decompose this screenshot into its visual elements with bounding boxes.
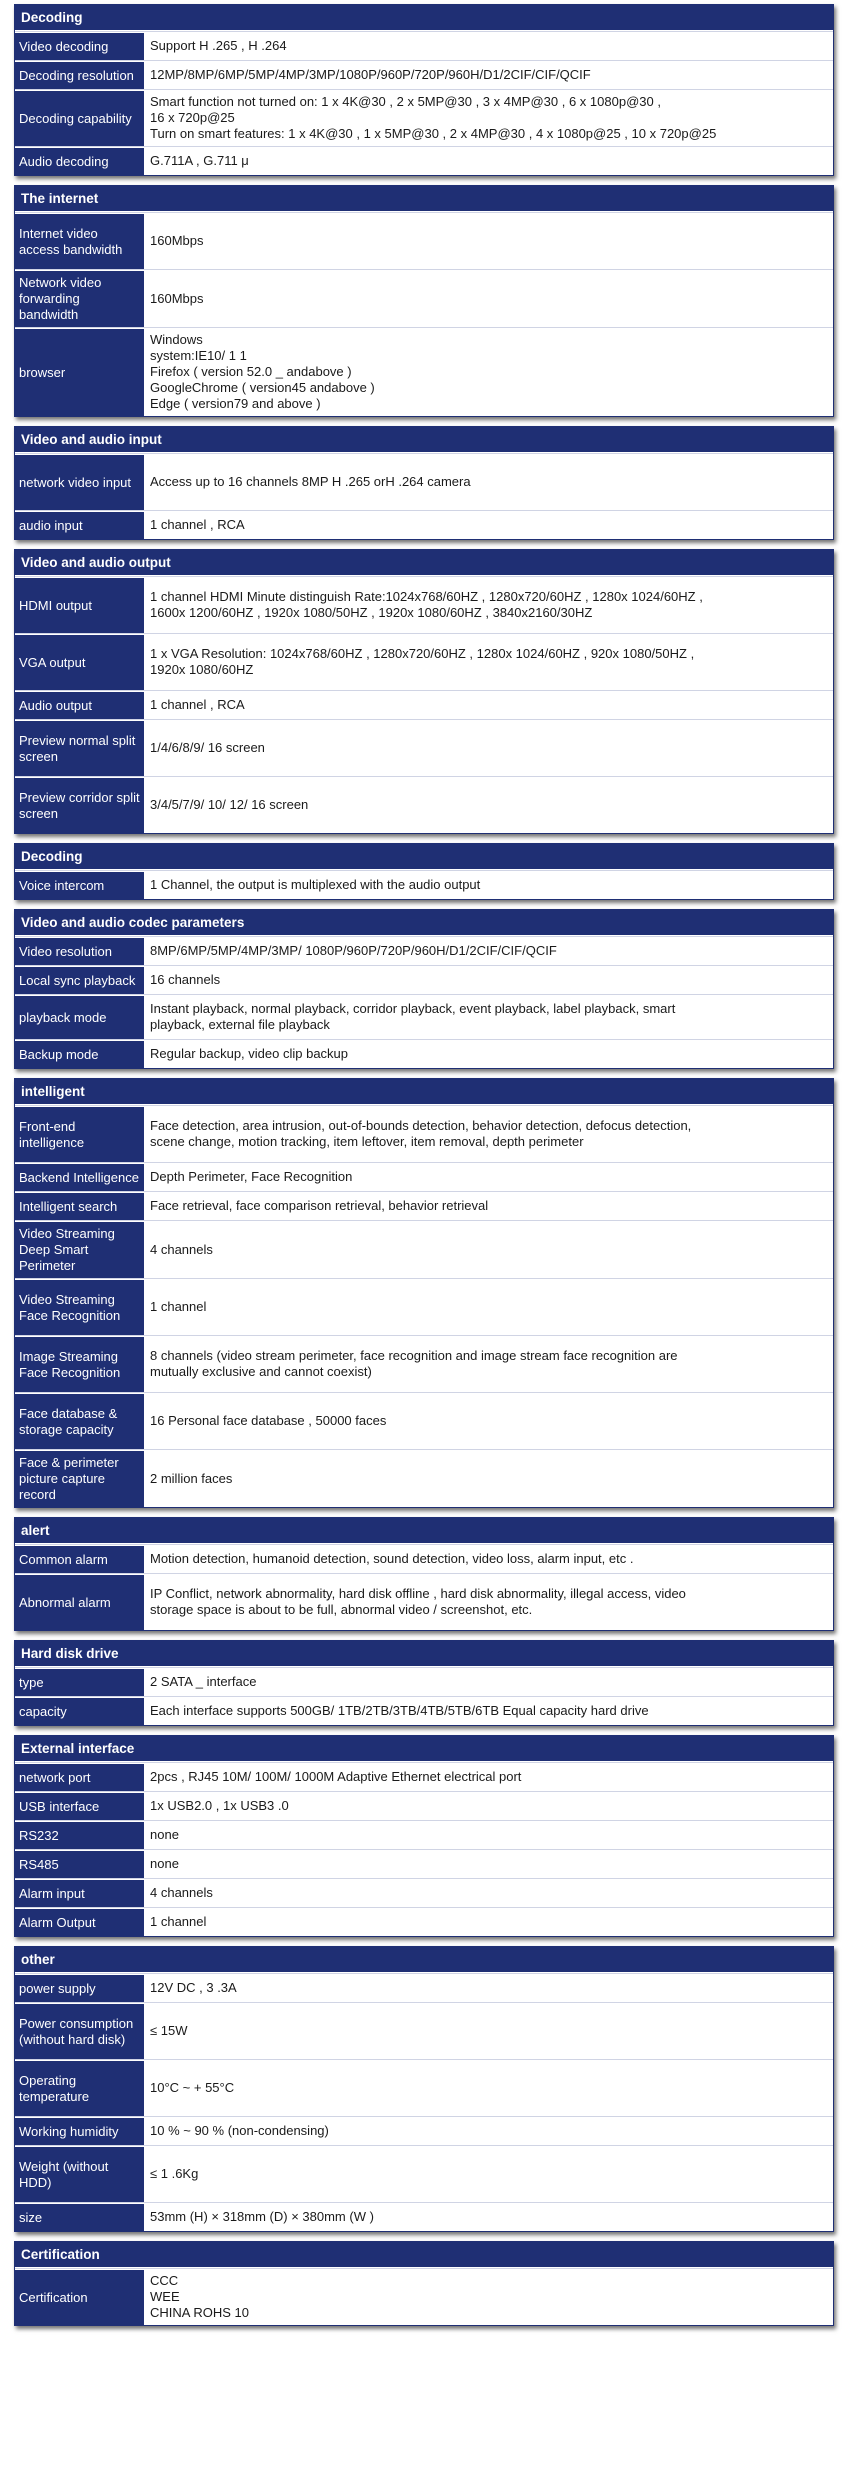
spec-row-alarm-output (15, 1907, 833, 1936)
spec-value-line: 1 channel (150, 1914, 207, 1929)
spec-section-decoding (14, 843, 834, 900)
spec-value (144, 147, 833, 175)
spec-label: Internet video access bandwidth (15, 213, 144, 269)
spec-value-lines (150, 2023, 187, 2039)
spec-value (144, 1106, 833, 1162)
spec-label: Abnormal alarm (15, 1574, 144, 1630)
spec-value-lines (150, 1169, 352, 1185)
spec-value-lines (150, 1348, 678, 1380)
spec-value-lines (150, 291, 203, 307)
spec-value-line: 53mm (H) × 318mm (D) × 380mm (W ) (150, 2209, 374, 2224)
spec-label: power supply (15, 1974, 144, 2002)
spec-value (144, 1450, 833, 1507)
spec-row-internet-video-access-bandwidth (15, 212, 833, 269)
spec-label: Image Streaming Face Recognition (15, 1336, 144, 1392)
spec-value (144, 1336, 833, 1392)
section-title: Hard disk drive (15, 1641, 833, 1667)
spec-value-lines (150, 332, 375, 412)
spec-row-video-streaming-deep-smart-perimeter (15, 1220, 833, 1278)
spec-value (144, 966, 833, 994)
spec-value-lines (150, 2080, 234, 2096)
section-title: other (15, 1947, 833, 1973)
spec-value (144, 995, 833, 1039)
spec-value (144, 777, 833, 833)
spec-label: Face & perimeter picture capture record (15, 1450, 144, 1507)
spec-label: Preview corridor split screen (15, 777, 144, 833)
spec-row-intelligent-search (15, 1191, 833, 1220)
spec-label: Power consumption (without hard disk) (15, 2003, 144, 2059)
spec-row-browser (15, 327, 833, 416)
spec-value (144, 2269, 833, 2325)
spec-value-line: 1x USB2.0 , 1x USB3 .0 (150, 1798, 289, 1813)
spec-value-line: storage space is about to be full, abnormal video / screenshot, etc. (150, 1602, 533, 1617)
spec-value (144, 1850, 833, 1878)
spec-value-lines (150, 1242, 213, 1258)
spec-value-line: Support H .265 , H .264 (150, 38, 287, 53)
spec-value (144, 270, 833, 327)
spec-row-certification (15, 2268, 833, 2325)
spec-value (144, 2203, 833, 2231)
spec-value-line: 2pcs , RJ45 10M/ 100M/ 1000M Adaptive Ethernet electrical port (150, 1769, 522, 1784)
spec-label: Certification (15, 2269, 144, 2325)
spec-row-video-streaming-face-recognition (15, 1278, 833, 1335)
spec-value (144, 720, 833, 776)
section-title: Decoding (15, 5, 833, 31)
spec-value-lines (150, 2273, 249, 2321)
spec-value-line: 1 x VGA Resolution: 1024x768/60HZ , 1280x720/60HZ , 1280x 1024/60HZ , 920x 1080/50HZ , (150, 646, 695, 661)
spec-value-line: 1/4/6/8/9/ 16 screen (150, 740, 265, 755)
spec-value (144, 1574, 833, 1630)
spec-value (144, 61, 833, 89)
spec-section-hard-disk-drive (14, 1640, 834, 1726)
spec-label: VGA output (15, 634, 144, 690)
spec-row-common-alarm (15, 1544, 833, 1573)
spec-label: Decoding resolution (15, 61, 144, 89)
spec-label: network video input (15, 454, 144, 510)
spec-row-power-consumption-without-hard-disk (15, 2002, 833, 2059)
spec-section-decoding (14, 4, 834, 176)
spec-value-line: 16 Personal face database , 50000 faces (150, 1413, 387, 1428)
spec-value (144, 871, 833, 899)
spec-label: Local sync playback (15, 966, 144, 994)
spec-row-audio-output (15, 690, 833, 719)
spec-value (144, 691, 833, 719)
spec-value-lines (150, 2209, 374, 2225)
spec-row-network-port (15, 1762, 833, 1791)
spec-value-lines (150, 1856, 179, 1872)
spec-row-type (15, 1667, 833, 1696)
spec-value-line: 10°C ~ + 55°C (150, 2080, 235, 2095)
spec-value-line: Instant playback, normal playback, corridor playback, event playback, label playback, smart (150, 1001, 676, 1016)
spec-value-lines (150, 1798, 289, 1814)
spec-value-lines (150, 1299, 206, 1315)
spec-sheet (14, 4, 834, 2335)
spec-row-preview-corridor-split-screen (15, 776, 833, 833)
spec-row-backend-intelligence (15, 1162, 833, 1191)
spec-value-line: 160Mbps (150, 233, 204, 248)
spec-value-lines (150, 1769, 521, 1785)
spec-row-video-resolution (15, 936, 833, 965)
spec-row-backup-mode (15, 1039, 833, 1068)
spec-value-line: Regular backup, video clip backup (150, 1046, 349, 1061)
spec-label: browser (15, 328, 144, 416)
section-title: alert (15, 1518, 833, 1544)
spec-label: Network video forwarding bandwidth (15, 270, 144, 327)
spec-value-line: Face detection, area intrusion, out-of-bounds detection, behavior detection, defocus detection, (150, 1118, 692, 1133)
spec-value (144, 32, 833, 60)
spec-value-lines (150, 589, 703, 621)
spec-row-working-humidity (15, 2116, 833, 2145)
spec-value-line: Windows (150, 332, 203, 347)
section-title: Video and audio input (15, 427, 833, 453)
section-title: Video and audio codec parameters (15, 910, 833, 936)
spec-value-lines (150, 1914, 206, 1930)
spec-label: size (15, 2203, 144, 2231)
spec-row-power-supply (15, 1973, 833, 2002)
spec-value-lines (150, 972, 220, 988)
spec-value-line: 160Mbps (150, 290, 204, 306)
spec-label: Front-end intelligence (15, 1106, 144, 1162)
spec-value-lines (150, 1413, 386, 1429)
spec-value (144, 1221, 833, 1278)
spec-value-line: Motion detection, humanoid detection, sound detection, video loss, alarm input, etc . (150, 1551, 634, 1566)
spec-value-lines (150, 943, 557, 959)
spec-value-line: 2 SATA _ interface (150, 1674, 257, 1689)
spec-row-network-video-input (15, 453, 833, 510)
spec-label: Working humidity (15, 2117, 144, 2145)
spec-label: Common alarm (15, 1545, 144, 1573)
spec-section-other (14, 1946, 834, 2232)
spec-value-line: Turn on smart features: 1 x 4K@30 , 1 x 5MP@30 , 2 x 4MP@30 , 4 x 1080p@25 , 10 x 720p@25 (150, 126, 717, 141)
spec-value (144, 1879, 833, 1907)
spec-value (144, 213, 833, 269)
spec-value (144, 1792, 833, 1820)
spec-value (144, 1974, 833, 2002)
spec-value-lines (150, 1703, 649, 1719)
spec-section-external-interface (14, 1735, 834, 1937)
spec-value (144, 511, 833, 539)
spec-row-abnormal-alarm (15, 1573, 833, 1630)
spec-value (144, 1192, 833, 1220)
spec-value-line: none (150, 1827, 179, 1842)
spec-value (144, 1545, 833, 1573)
spec-value (144, 90, 833, 146)
spec-label: audio input (15, 511, 144, 539)
spec-value-line: mutually exclusive and cannot coexist) (150, 1364, 372, 1379)
spec-row-image-streaming-face-recognition (15, 1335, 833, 1392)
spec-label: Backend Intelligence (15, 1163, 144, 1191)
spec-value (144, 937, 833, 965)
spec-section-intelligent (14, 1078, 834, 1508)
spec-value-line: 8 channels (video stream perimeter, face recognition and image stream face recognition are (150, 1348, 678, 1363)
spec-section-video-and-audio-codec-parameters (14, 909, 834, 1069)
spec-section-video-and-audio-output (14, 549, 834, 834)
spec-label: Intelligent search (15, 1192, 144, 1220)
spec-value-line: Face retrieval, face comparison retrieval, behavior retrieval (150, 1198, 489, 1213)
spec-value-line: system:IE10/ 1 1 (150, 348, 247, 363)
spec-value (144, 1668, 833, 1696)
spec-value-lines (150, 1001, 675, 1033)
spec-label: Voice intercom (15, 871, 144, 899)
spec-value-line: 3/4/5/7/9/ 10/ 12/ 16 screen (150, 797, 309, 812)
spec-label: network port (15, 1763, 144, 1791)
spec-value (144, 577, 833, 633)
spec-row-alarm-input (15, 1878, 833, 1907)
spec-row-vga-output (15, 633, 833, 690)
spec-value-line: CCC (150, 2273, 179, 2288)
spec-value-line: 1 channel , RCA (150, 697, 245, 712)
spec-value-lines (150, 697, 245, 713)
spec-row-video-decoding (15, 31, 833, 60)
spec-value-lines (150, 1827, 179, 1843)
spec-value-lines (150, 1118, 691, 1150)
spec-row-front-end-intelligence (15, 1105, 833, 1162)
spec-label: Preview normal split screen (15, 720, 144, 776)
spec-value (144, 1908, 833, 1936)
spec-row-face-perimeter-picture-capture-record (15, 1449, 833, 1507)
spec-section-video-and-audio-input (14, 426, 834, 540)
section-title: External interface (15, 1736, 833, 1762)
spec-value-lines (150, 474, 471, 490)
spec-value-line: Smart function not turned on: 1 x 4K@30 , 2 x 5MP@30 , 3 x 4MP@30 , 6 x 1080p@30 , (150, 94, 661, 109)
spec-label: playback mode (15, 995, 144, 1039)
spec-value (144, 1279, 833, 1335)
section-title: intelligent (15, 1079, 833, 1105)
spec-value-lines (150, 1980, 237, 1996)
spec-row-hdmi-output (15, 576, 833, 633)
spec-row-capacity (15, 1696, 833, 1725)
spec-value (144, 2117, 833, 2145)
section-title: Decoding (15, 844, 833, 870)
spec-label: RS485 (15, 1850, 144, 1878)
spec-value-line: 8MP/6MP/5MP/4MP/3MP/ 1080P/960P/720P/960H/D1/2CIF/CIF/QCIF (150, 943, 557, 958)
spec-value-line: Access up to 16 channels 8MP H .265 orH .264 camera (150, 474, 471, 489)
spec-row-usb-interface (15, 1791, 833, 1820)
spec-row-preview-normal-split-screen (15, 719, 833, 776)
section-title: Certification (15, 2242, 833, 2268)
spec-value-line: 1920x 1080/60HZ (150, 662, 254, 677)
spec-label: Audio decoding (15, 147, 144, 175)
spec-row-local-sync-playback (15, 965, 833, 994)
spec-row-playback-mode (15, 994, 833, 1039)
spec-value (144, 1821, 833, 1849)
spec-value-lines (150, 646, 694, 678)
spec-value-lines (150, 740, 265, 756)
spec-row-network-video-forwarding-bandwidth (15, 269, 833, 327)
spec-value-line: 10 % ~ 90 % (non-condensing) (150, 2123, 329, 2138)
spec-value-lines (150, 2166, 198, 2182)
spec-section-the-internet (14, 185, 834, 417)
spec-value-line: 1 channel HDMI Minute distinguish Rate:1024x768/60HZ , 1280x720/60HZ , 1280x 1024/60HZ , (150, 589, 703, 604)
spec-value (144, 1163, 833, 1191)
spec-value-line: 4 channels (150, 1885, 213, 1900)
spec-value-lines (150, 2123, 329, 2139)
spec-value-lines (150, 797, 308, 813)
spec-label: Video Streaming Face Recognition (15, 1279, 144, 1335)
spec-label: Face database & storage capacity (15, 1393, 144, 1449)
spec-value (144, 2146, 833, 2202)
spec-value-lines (150, 1046, 348, 1062)
spec-value-line: 4 channels (150, 1241, 213, 1257)
spec-label: Video decoding (15, 32, 144, 60)
spec-label: Decoding capability (15, 90, 144, 146)
spec-value-lines (150, 517, 245, 533)
section-title: The internet (15, 186, 833, 212)
section-title: Video and audio output (15, 550, 833, 576)
spec-label: RS232 (15, 1821, 144, 1849)
spec-value-line: Depth Perimeter, Face Recognition (150, 1169, 353, 1184)
spec-value-line: 1 channel (150, 1299, 207, 1314)
spec-value (144, 1040, 833, 1068)
spec-row-voice-intercom (15, 870, 833, 899)
spec-value (144, 1393, 833, 1449)
spec-value-lines (150, 1885, 213, 1901)
spec-value-lines (150, 94, 716, 142)
spec-value-line: Firefox ( version 52.0 _ andabove ) (150, 364, 352, 379)
spec-value-lines (150, 1551, 633, 1567)
spec-value-lines (150, 1198, 488, 1214)
spec-label: Video resolution (15, 937, 144, 965)
spec-value-line: 2 million faces (150, 1470, 233, 1486)
spec-value-line: 16 x 720p@25 (150, 110, 235, 125)
spec-value-line: 1 Channel, the output is multiplexed with the audio output (150, 877, 481, 892)
spec-label: Weight (without HDD) (15, 2146, 144, 2202)
spec-value (144, 1697, 833, 1725)
spec-section-alert (14, 1517, 834, 1631)
spec-row-decoding-capability (15, 89, 833, 146)
spec-value-lines (150, 1586, 686, 1618)
spec-label: Video Streaming Deep Smart Perimeter (15, 1221, 144, 1278)
spec-value-line: scene change, motion tracking, item leftover, item removal, depth perimeter (150, 1134, 584, 1149)
spec-label: Alarm input (15, 1879, 144, 1907)
spec-value-line: ≤ 15W (150, 2023, 188, 2038)
spec-value (144, 328, 833, 416)
spec-row-size (15, 2202, 833, 2231)
spec-value-line: ≤ 1 .6Kg (150, 2166, 199, 2181)
spec-row-rs485 (15, 1849, 833, 1878)
spec-label: capacity (15, 1697, 144, 1725)
spec-row-weight-without-hdd (15, 2145, 833, 2202)
spec-label: Audio output (15, 691, 144, 719)
spec-value-lines (150, 877, 480, 893)
spec-value (144, 634, 833, 690)
spec-value-lines (150, 38, 287, 54)
spec-value (144, 2060, 833, 2116)
spec-value-line: WEE (150, 2289, 180, 2304)
spec-label: type (15, 1668, 144, 1696)
spec-row-face-database-storage-capacity (15, 1392, 833, 1449)
spec-value-lines (150, 1674, 256, 1690)
spec-value-lines (150, 153, 249, 169)
spec-value-line: 16 channels (150, 972, 221, 987)
spec-value-line: GoogleChrome ( version45 andabove ) (150, 380, 375, 395)
spec-value-line: IP Conflict, network abnormality, hard disk offline , hard disk abnormality, illegal access, video (150, 1586, 686, 1601)
spec-value-line: CHINA ROHS 10 (150, 2305, 249, 2320)
spec-label: HDMI output (15, 577, 144, 633)
spec-row-rs232 (15, 1820, 833, 1849)
spec-row-decoding-resolution (15, 60, 833, 89)
spec-value (144, 454, 833, 510)
spec-value-lines (150, 1471, 232, 1487)
spec-section-certification (14, 2241, 834, 2326)
spec-row-audio-input (15, 510, 833, 539)
spec-label: Backup mode (15, 1040, 144, 1068)
spec-value-line: none (150, 1856, 179, 1871)
spec-value-line: 12MP/8MP/6MP/5MP/4MP/3MP/1080P/960P/720P/960H/D1/2CIF/CIF/QCIF (150, 67, 591, 82)
spec-value-line: 1600x 1200/60HZ , 1920x 1080/50HZ , 1920x 1080/60HZ , 3840x2160/30HZ (150, 605, 593, 620)
spec-value-line: Each interface supports 500GB/ 1TB/2TB/3TB/4TB/5TB/6TB Equal capacity hard drive (150, 1703, 649, 1718)
spec-value-line: Edge ( version79 and above ) (150, 396, 321, 411)
spec-label: Operating temperature (15, 2060, 144, 2116)
spec-value (144, 1763, 833, 1791)
spec-value (144, 2003, 833, 2059)
spec-row-audio-decoding (15, 146, 833, 175)
spec-value-line: 1 channel , RCA (150, 517, 245, 532)
spec-value-line: G.711A , G.711 μ (150, 153, 249, 168)
spec-row-operating-temperature (15, 2059, 833, 2116)
spec-label: USB interface (15, 1792, 144, 1820)
spec-label: Alarm Output (15, 1908, 144, 1936)
spec-value-lines (150, 67, 591, 83)
spec-value-lines (150, 233, 203, 249)
spec-value-line: 12V DC , 3 .3A (150, 1980, 237, 1995)
spec-value-line: playback, external file playback (150, 1017, 330, 1032)
